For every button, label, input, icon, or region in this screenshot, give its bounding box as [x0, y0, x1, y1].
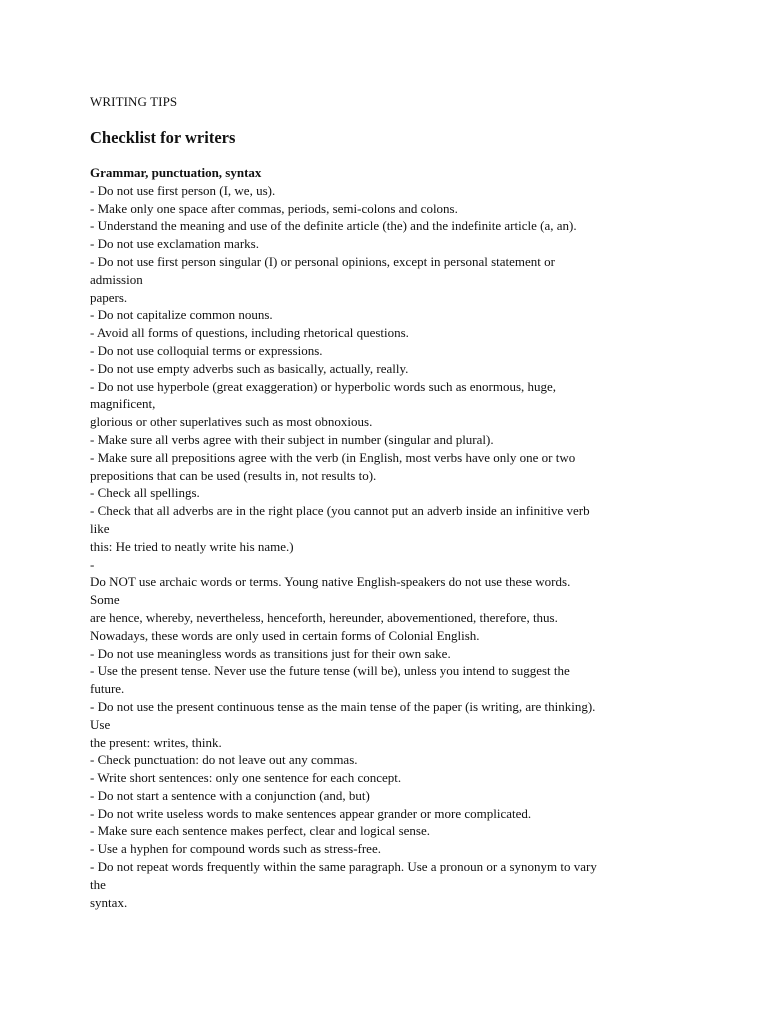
- text-line: future.: [90, 681, 125, 697]
- text-line: - Check all spellings.: [90, 485, 200, 501]
- text-line: admission: [90, 271, 143, 287]
- text-line: syntax.: [90, 894, 128, 910]
- text-line: - Write short sentences: only one sentence for each concept.: [90, 770, 402, 786]
- header-label: WRITING TIPS: [90, 94, 178, 109]
- text-line: Use: [90, 716, 111, 732]
- text-line: - Do not use hyperbole (great exaggeration) or hyperbolic words such as enormous, huge,: [90, 378, 557, 394]
- text-line: - Do not use exclamation marks.: [90, 236, 259, 252]
- text-line: - Do not start a sentence with a conjunction (and, but): [90, 787, 370, 803]
- text-line: - Make only one space after commas, periods, semi-colons and colons.: [90, 200, 458, 216]
- text-line: - Do not capitalize common nouns.: [90, 307, 273, 323]
- text-line: prepositions that can be used (results in, not results to).: [90, 467, 377, 483]
- text-line: - Check that all adverbs are in the right place (you cannot put an adverb inside an infinitive verb: [90, 503, 590, 519]
- text-line: - Do not write useless words to make sentences appear grander or more complicated.: [90, 805, 532, 821]
- text-line: this: He tried to neatly write his name.): [90, 538, 294, 554]
- document-page: [90, 93, 730, 911]
- text-line: the: [90, 876, 106, 892]
- section-heading: Grammar, punctuation, syntax: [90, 165, 262, 180]
- text-line: - Understand the meaning and use of the definite article (the) and the indefinite article (a, an).: [90, 218, 577, 234]
- text-line: - Do not use first person (I, we, us).: [90, 182, 276, 198]
- text-line: - Make sure all prepositions agree with the verb (in English, most verbs have only one or two: [90, 449, 576, 465]
- text-line: like: [90, 520, 110, 536]
- text-line: Nowadays, these words are only used in certain forms of Colonial English.: [90, 627, 480, 643]
- text-line: -: [90, 556, 95, 572]
- text-line: are hence, whereby, nevertheless, henceforth, hereunder, abovementioned, therefore, thus.: [90, 609, 558, 625]
- checklist-body: [90, 182, 730, 912]
- text-line: - Use a hyphen for compound words such as stress-free.: [90, 841, 381, 857]
- text-line: - Do not use first person singular (I) or personal opinions, except in personal statement or: [90, 253, 555, 269]
- text-line: the present: writes, think.: [90, 734, 222, 750]
- text-line: - Avoid all forms of questions, including rhetorical questions.: [90, 325, 409, 341]
- text-line: - Use the present tense. Never use the future tense (will be), unless you intend to suggest the: [90, 663, 570, 679]
- text-line: - Do not use meaningless words as transitions just for their own sake.: [90, 645, 451, 661]
- text-line: - Make sure each sentence makes perfect, clear and logical sense.: [90, 823, 430, 839]
- text-line: - Do not use the present continuous tense as the main tense of the paper (is writing, are thinking).: [90, 698, 596, 714]
- text-line: - Make sure all verbs agree with their subject in number (singular and plural).: [90, 431, 494, 447]
- text-line: - Do not repeat words frequently within the same paragraph. Use a pronoun or a synonym to vary: [90, 859, 597, 875]
- text-line: - Do not use empty adverbs such as basically, actually, really.: [90, 360, 409, 376]
- text-line: papers.: [90, 289, 128, 305]
- text-line: Do NOT use archaic words or terms. Young native English-speakers do not use these words.: [90, 574, 571, 590]
- text-line: Some: [90, 592, 120, 608]
- text-line: magnificent,: [90, 396, 156, 412]
- document-title: Checklist for writers: [90, 128, 236, 147]
- text-line: - Check punctuation: do not leave out any commas.: [90, 752, 358, 768]
- text-line: - Do not use colloquial terms or expressions.: [90, 342, 323, 358]
- text-line: glorious or other superlatives such as most obnoxious.: [90, 414, 373, 430]
